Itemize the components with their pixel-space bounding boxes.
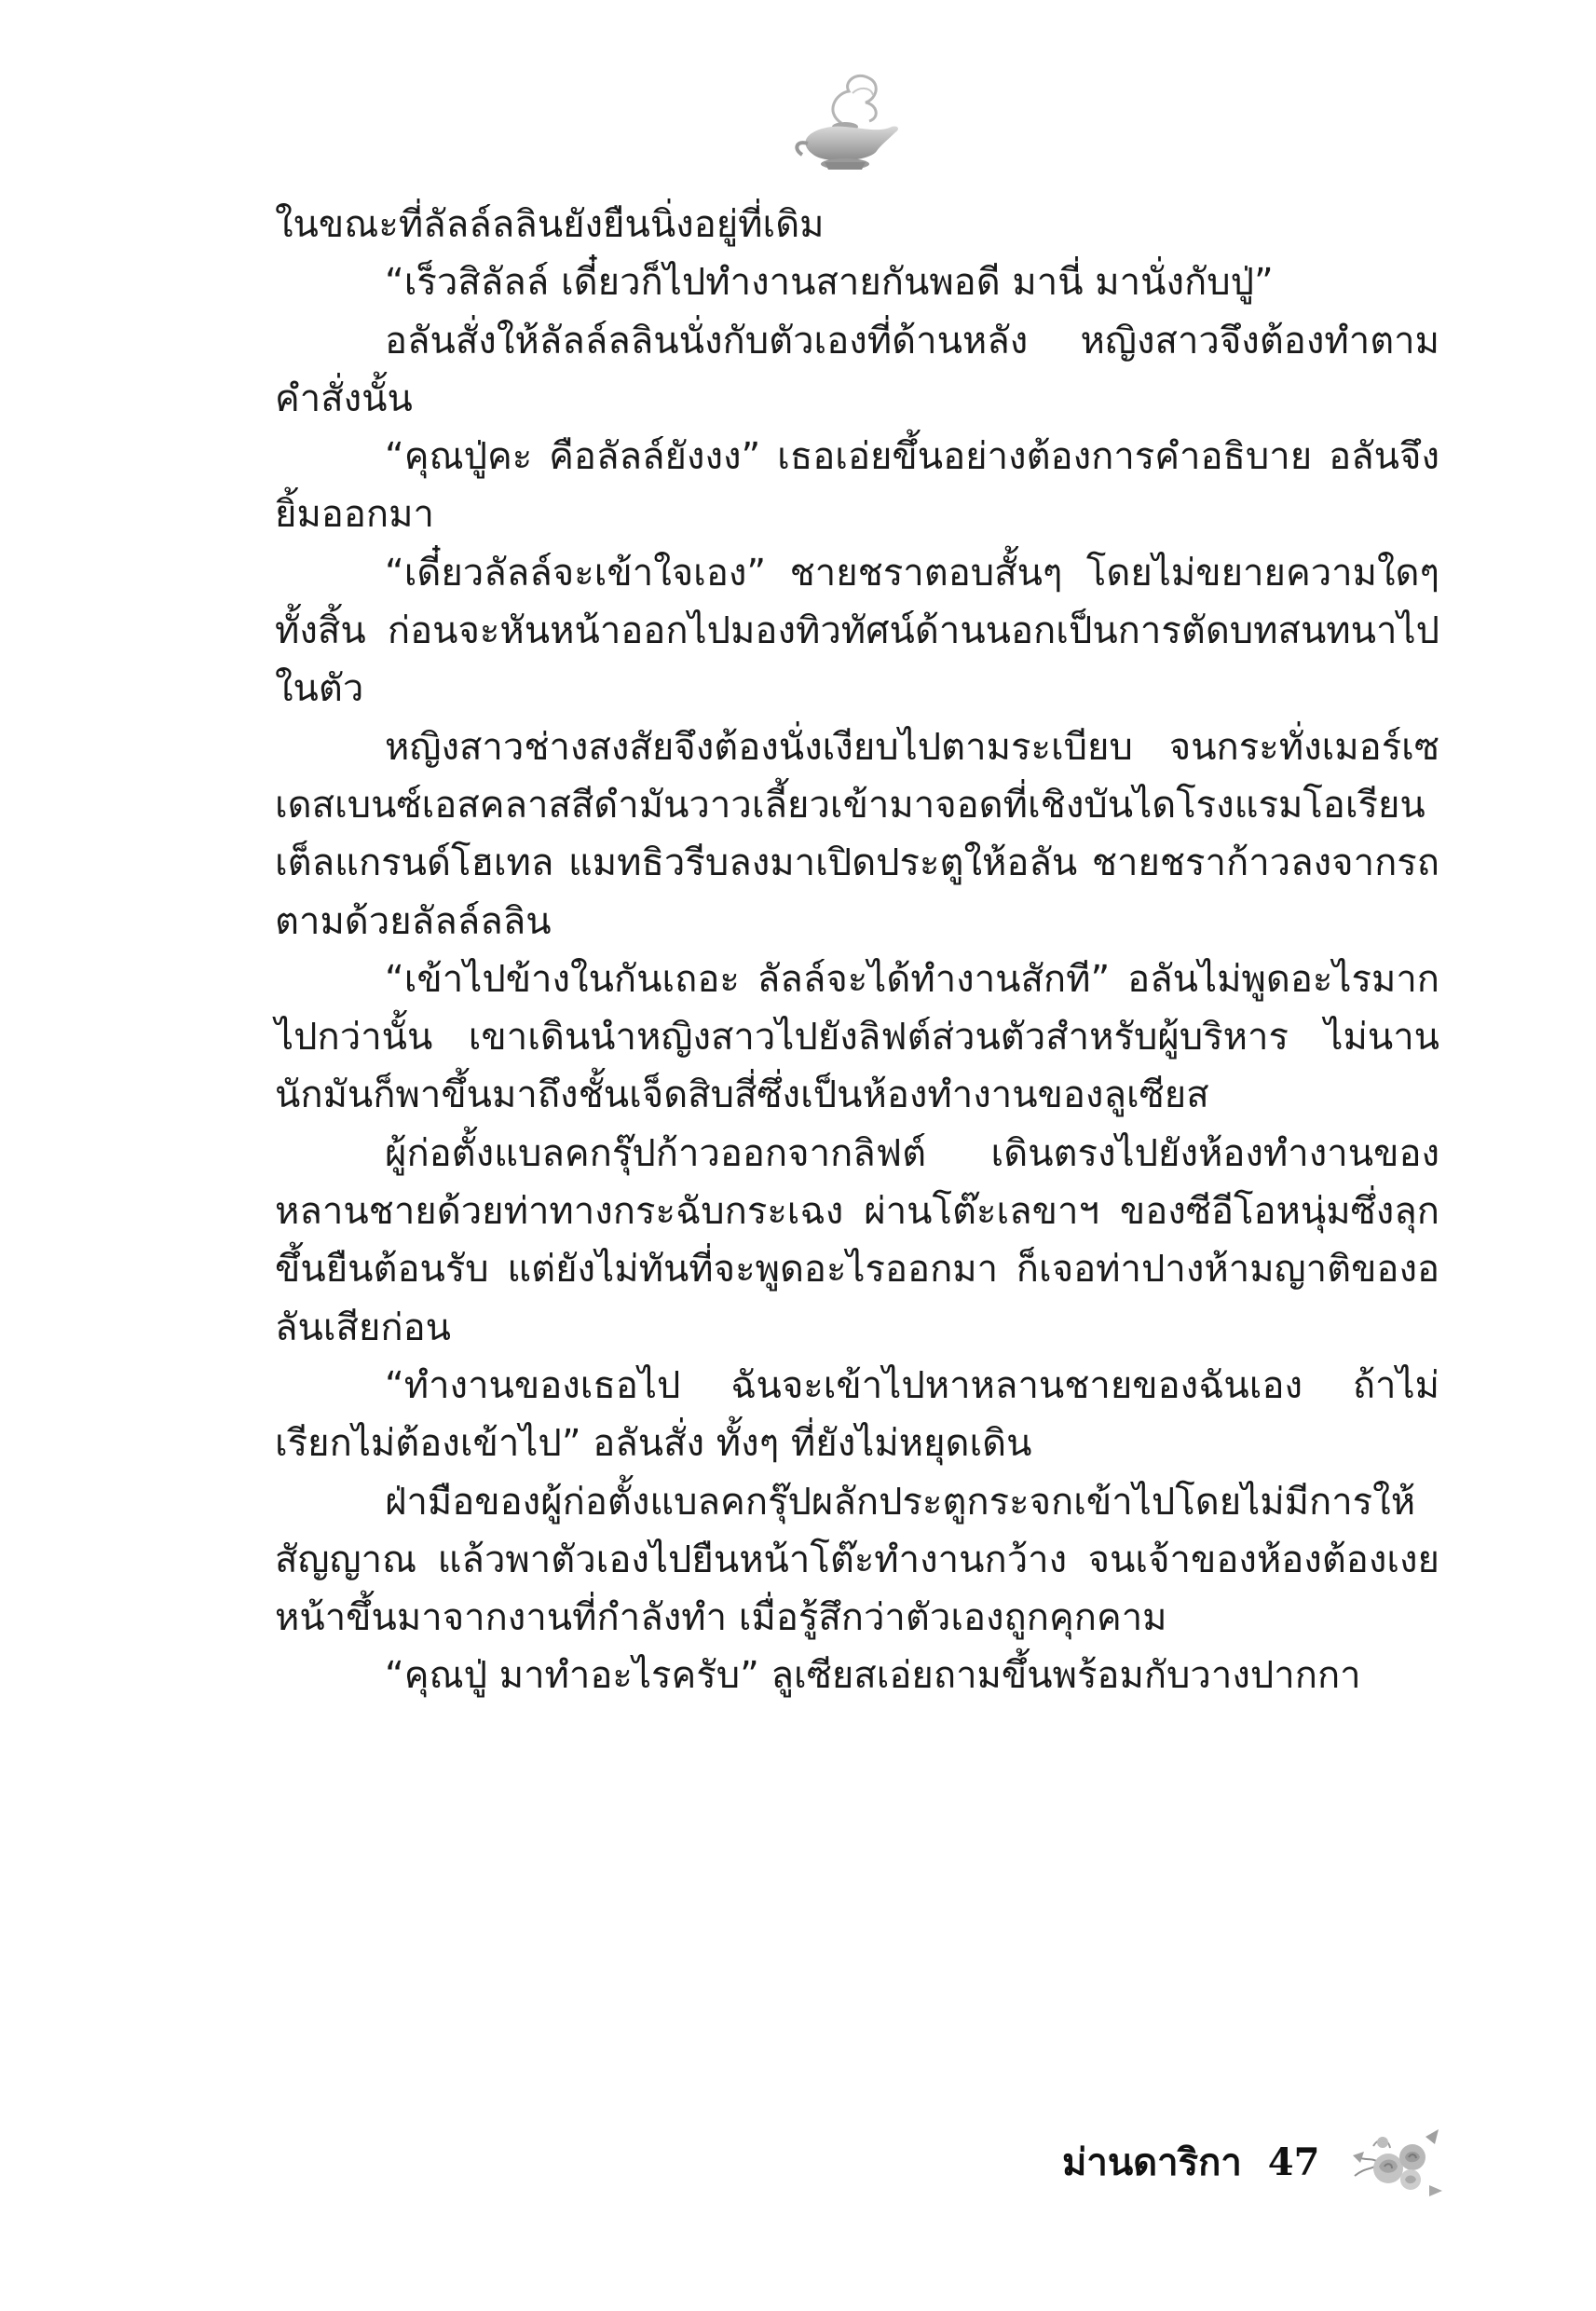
paragraph: “เดี๋ยวลัลล์จะเข้าใจเอง” ชายชราตอบสั้นๆ โดยไม่ขยายความใดๆ ทั้งสิ้น ก่อนจะหันหน้าออกไปมองทิวทัศน์ด้านนอกเป็นการตัดบทสนทนาไปในตัว bbox=[275, 551, 1439, 711]
paragraph: “คุณปู่ มาทำอะไรครับ” ลูเซียสเอ่ยถามขึ้นพร้อมกับวางปากกา bbox=[385, 1654, 1361, 1698]
paragraph: หญิงสาวช่างสงสัยจึงต้องนั่งเงียบไปตามระเบียบ จนกระทั่งเมอร์เซเดสเบนซ์เอสคลาสสีดำมันวาวเลี้ยวเข้ามาจอดที่เชิงบันไดโรงแรมโอเรียนเต็ลแกรนด์โฮเทล แมทธิวรีบลงมาเปิดประตูให้อลัน ชายชราก้าวลงจากรถ ตามด้วยลัลล์ลลิน bbox=[275, 725, 1439, 943]
paragraph: “ทำงานของเธอไป ฉันจะเข้าไปหาหลานชายของฉันเอง ถ้าไม่เรียกไม่ต้องเข้าไป” อลันสั่ง ทั้งๆ ที่ยังไม่หยุดเดิน bbox=[275, 1363, 1439, 1466]
genie-lamp-icon bbox=[787, 65, 908, 186]
paragraph: “เร็วสิลัลล์ เดี๋ยวก็ไปทำงานสายกันพอดี มานี่ มานั่งกับปู่” bbox=[385, 261, 1274, 305]
rose-flower-icon bbox=[1345, 2120, 1448, 2204]
body-text bbox=[275, 196, 1439, 1705]
paragraph: ในขณะที่ลัลล์ลลินยังยืนนิ่งอยู่ที่เดิม bbox=[275, 203, 825, 246]
paragraph: อลันสั่งให้ลัลล์ลลินนั่งกับตัวเองที่ด้านหลัง หญิงสาวจึงต้องทำตามคำสั่งนั้น bbox=[275, 319, 1439, 420]
book-title: ม่านดาริกา bbox=[1062, 2140, 1242, 2184]
page-footer bbox=[1062, 2120, 1448, 2204]
paragraph: ฝ่ามือของผู้ก่อตั้งแบลคกรุ๊ปผลักประตูกระจกเข้าไปโดยไม่มีการให้สัญญาณ แล้วพาตัวเองไปยืนหน้าโต๊ะทำงานกว้าง จนเจ้าของห้องต้องเงยหน้าขึ้นมาจากงานที่กำลังทำ เมื่อรู้สึกว่าตัวเองถูกคุกคาม bbox=[275, 1480, 1439, 1640]
paragraph: “คุณปู่คะ คือลัลล์ยังงง” เธอเอ่ยขึ้นอย่างต้องการคำอธิบาย อลันจึงยิ้มออกมา bbox=[275, 435, 1439, 537]
paragraph: “เข้าไปข้างในกันเถอะ ลัลล์จะได้ทำงานสักที” อลันไม่พูดอะไรมากไปกว่านั้น เขาเดินนำหญิงสาวไปยังลิฟต์ส่วนตัวสำหรับผู้บริหาร ไม่นานนักมันก็พาขึ้นมาถึงชั้นเจ็ดสิบสี่ซึ่งเป็นห้องทำงานของลูเซียส bbox=[275, 957, 1439, 1117]
page-number: 47 bbox=[1267, 2140, 1320, 2184]
paragraph: ผู้ก่อตั้งแบลคกรุ๊ปก้าวออกจากลิฟต์ เดินตรงไปยังห้องทำงานของหลานชายด้วยท่าทางกระฉับกระเฉง ผ่านโต๊ะเลขาฯ ของซีอีโอหนุ่มซึ่งลุกขึ้นยืนต้อนรับ แต่ยังไม่ทันที่จะพูดอะไรออกมา ก็เจอท่าปางห้ามญาติของอลันเสียก่อน bbox=[275, 1131, 1439, 1349]
